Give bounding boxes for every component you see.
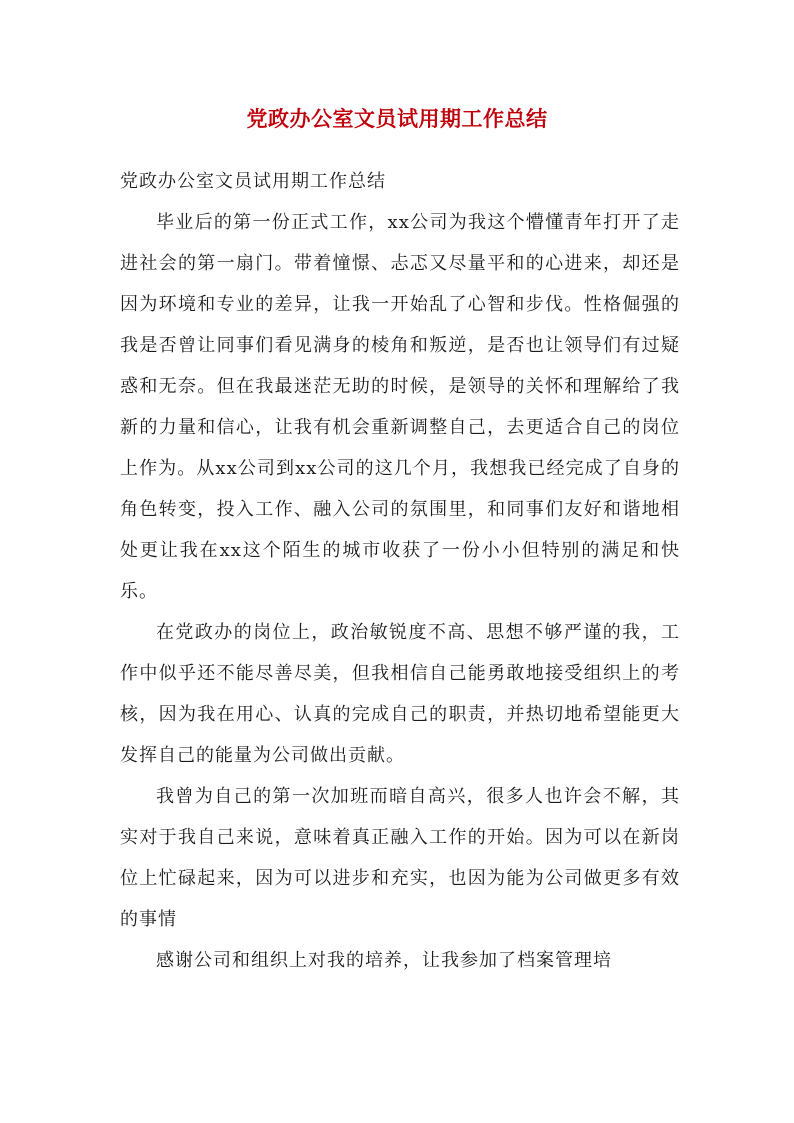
paragraph-1: 毕业后的第一份正式工作，xx公司为我这个懵懂青年打开了走进社会的第一扇门。带着憧憬、忐忑又尽量平和的心进来，却还是因为环境和专业的差异，让我一开始乱了心智和步伐。性格倔强的我是否曾让同事们看见满身的棱角和叛逆，是否也让领导们有过疑惑和无奈。但在我最迷茫无助的时候，是领导的关怀和理解给了我新的力量和信心，让我有机会重新调整自己，去更适合自己的岗位上作为。从xx公司到xx公司的这几个月，我想我已经完成了自身的角色转变，投入工作、融入公司的氛围里，和同事们友好和谐地相处更让我在xx这个陌生的城市收获了一份小小但特别的满足和快乐。 (120, 212, 680, 602)
document-title: 党政办公室文员试用期工作总结 (246, 106, 548, 131)
paragraph-4: 感谢公司和组织上对我的培养，让我参加了档案管理培 (156, 950, 612, 971)
paragraph-2: 在党政办的岗位上，政治敏锐度不高、思想不够严谨的我，工作中似乎还不能尽善尽美，但我相信自己能勇敢地接受组织上的考核，因为我在用心、认真的完成自己的职责，并热切地希望能更大发挥自己的能量为公司做出贡献。 (120, 622, 680, 766)
document-body (120, 161, 680, 981)
document-subtitle: 党政办公室文员试用期工作总结 (120, 171, 386, 192)
paragraph-3: 我曾为自己的第一次加班而暗自高兴，很多人也许会不解，其实对于我自己来说，意味着真正融入工作的开始。因为可以在新岗位上忙碌起来，因为可以进步和充实，也因为能为公司做更多有效的事情 (120, 786, 680, 930)
